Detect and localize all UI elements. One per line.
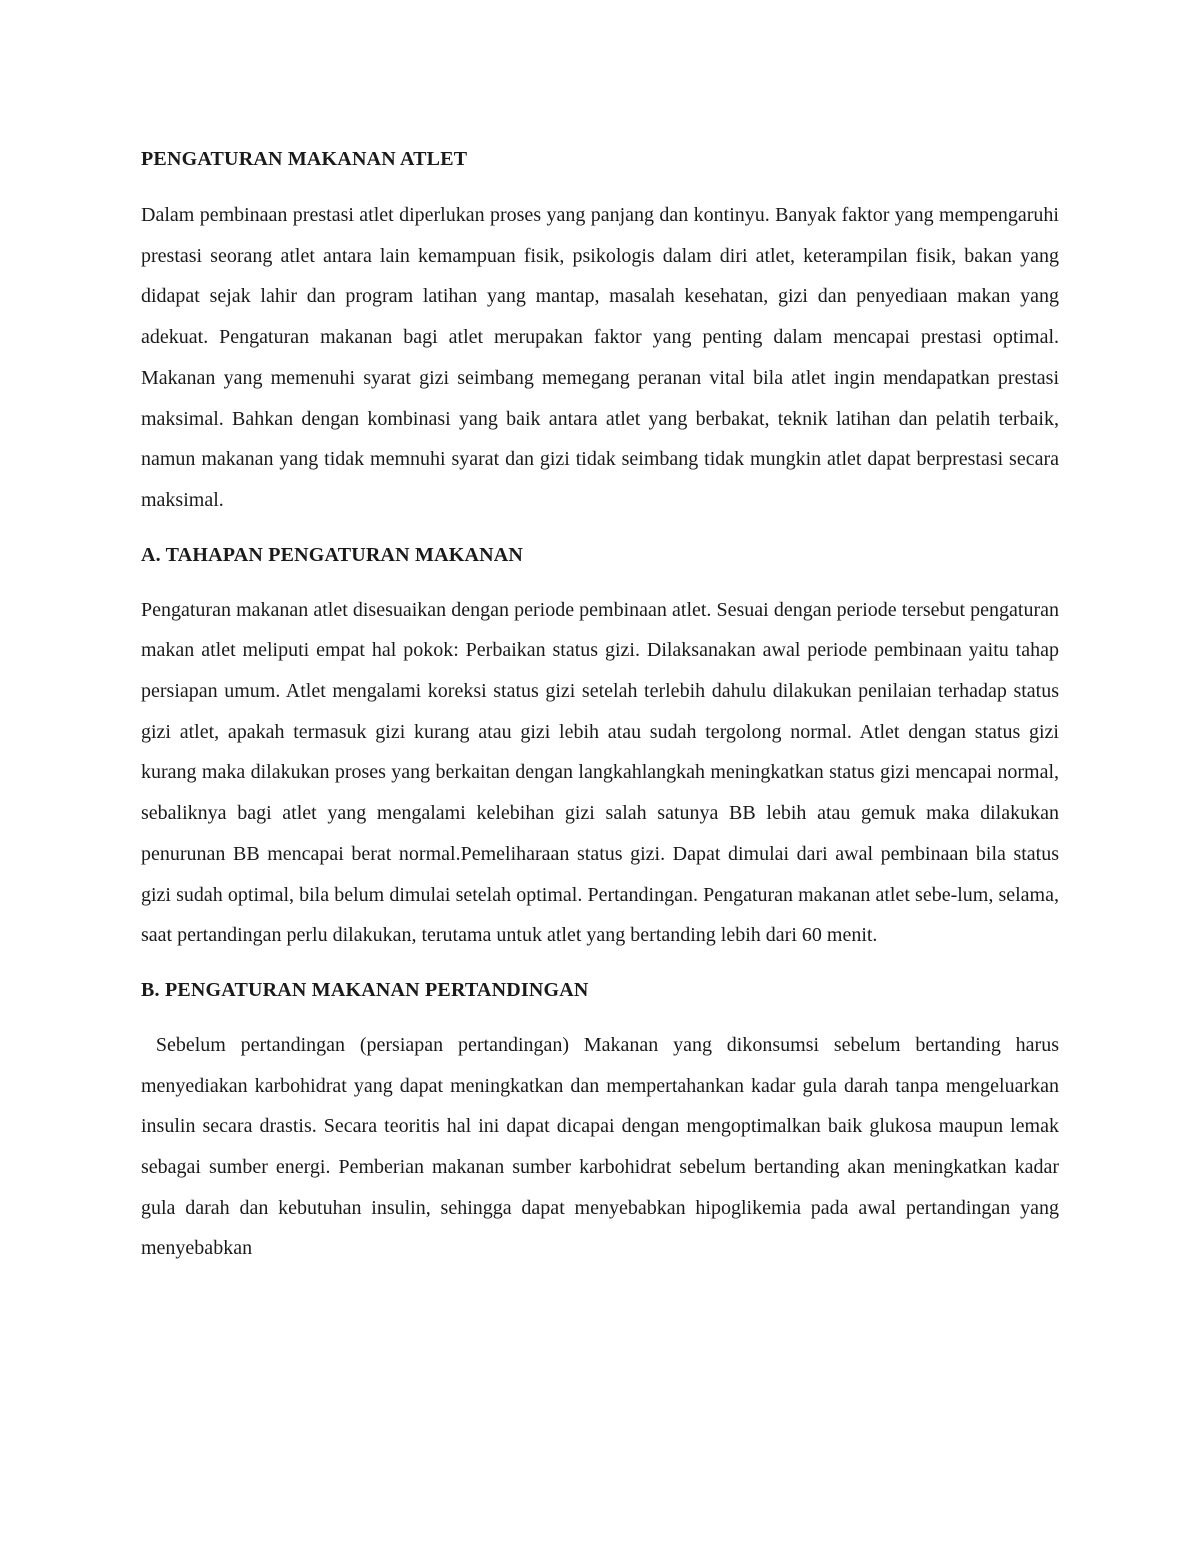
section-a-paragraph: Pengaturan makanan atlet disesuaikan dengan periode pembinaan atlet. Sesuai dengan periode tersebut pengaturan makan atlet meliputi empat hal pokok: Perbaikan status gizi. Dilaksanakan awal periode pembinaan yaitu tahap persiapan umum. Atlet mengalami koreksi status gizi setelah terlebih dahulu dilakukan penilaian terhadap status gizi atlet, apakah termasuk gizi kurang atau gizi lebih atau sudah tergolong normal. Atlet dengan status gizi kurang maka dilakukan proses yang berkaitan dengan langkahlangkah meningkatkan status gizi mencapai normal, sebaliknya bagi atlet yang mengalami kelebihan gizi salah satunya BB lebih atau gemuk maka dilakukan penurunan BB mencapai berat normal.Pemeliharaan status gizi. Dapat dimulai dari awal pembinaan bila status gizi sudah optimal, bila belum dimulai setelah optimal. Pertandingan. Pengaturan makanan atlet sebe-lum, selama, saat pertandingan perlu dilakukan, terutama untuk atlet yang bertanding lebih dari 60 menit.	[141, 598, 1059, 947]
document-title: PENGATURAN MAKANAN ATLET	[141, 148, 468, 170]
spacer	[141, 521, 1059, 535]
intro-paragraph: Dalam pembinaan prestasi atlet diperlukan proses yang panjang dan kontinyu. Banyak faktor yang mempengaruhi prestasi seorang atlet antara lain kemampuan fisik, psikologis dalam diri atlet, keterampilan fisik, bakan yang didapat sejak lahir dan program latihan yang mantap, masalah kesehatan, gizi dan penyediaan makan yang adekuat. Pengaturan makanan bagi atlet merupakan faktor yang penting dalam mencapai prestasi optimal. Makanan yang memenuhi syarat gizi seimbang memegang peranan vital bila atlet ingin mendapatkan prestasi maksimal. Bahkan dengan kombinasi yang baik antara atlet yang berbakat, teknik latihan dan pelatih terbaik, namun makanan yang tidak memnuhi syarat dan gizi tidak seimbang tidak mungkin atlet dapat berprestasi secara maksimal.	[141, 204, 1059, 511]
section-b-heading: B. PENGATURAN MAKANAN PERTANDINGAN	[141, 978, 589, 1001]
spacer	[141, 575, 1059, 590]
spacer	[141, 1010, 1059, 1025]
spacer	[141, 179, 1059, 195]
section-b-paragraph: Sebelum pertandingan (persiapan pertandingan) Makanan yang dikonsumsi sebelum bertanding harus menyediakan karbohidrat yang dapat meningkatkan dan mempertahankan kadar gula darah tanpa mengeluarkan insulin secara drastis. Secara teoritis hal ini dapat dicapai dengan mengoptimalkan baik glukosa maupun lemak sebagai sumber energi. Pemberian makanan sumber karbohidrat sebelum bertanding akan meningkatkan kadar gula darah dan kebutuhan insulin, sehingga dapat menyebabkan hipoglikemia pada awal pertandingan yang menyebabkan	[141, 1033, 1059, 1260]
section-a-heading: A. TAHAPAN PENGATURAN MAKANAN	[141, 543, 524, 566]
spacer	[141, 956, 1059, 970]
document-body	[141, 139, 1059, 1269]
